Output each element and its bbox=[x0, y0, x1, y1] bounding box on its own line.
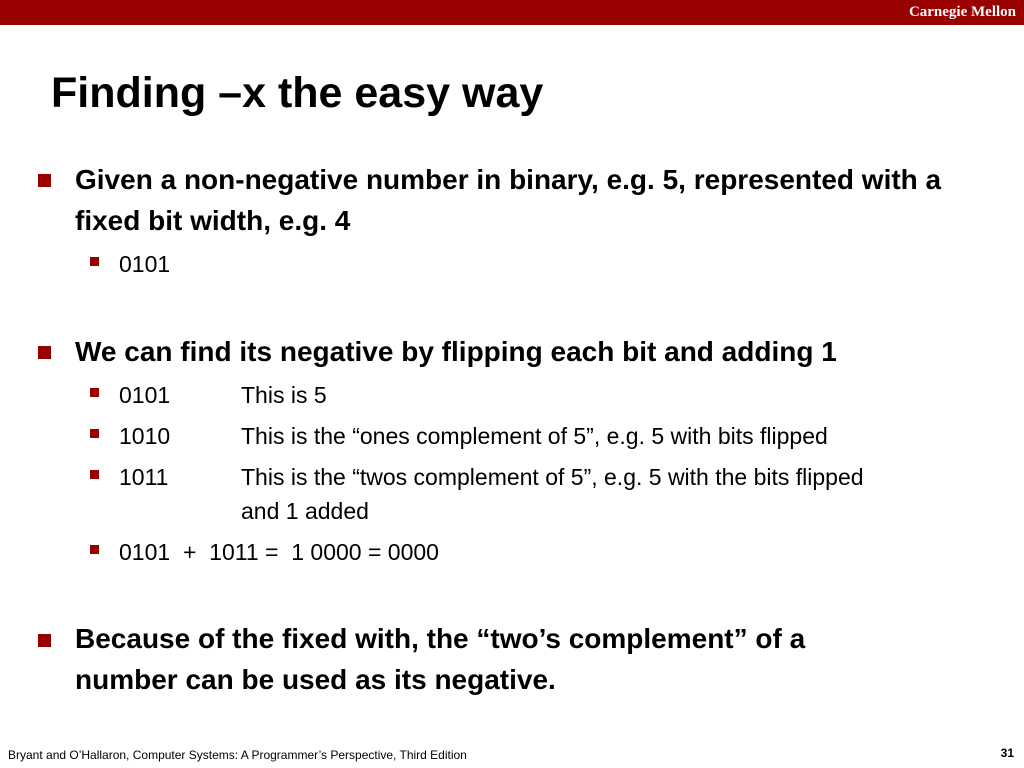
binary-value: 1011 bbox=[119, 464, 169, 490]
binary-value: 1010 bbox=[119, 423, 171, 449]
header-bar bbox=[0, 0, 1024, 25]
bullet-square-icon bbox=[38, 634, 51, 647]
slide-title: Finding –x the easy way bbox=[51, 69, 544, 117]
binary-value: 0101 bbox=[119, 382, 171, 408]
binary-description: This is the “twos complement of 5”, e.g. 5 with the bits flipped and 1 added bbox=[241, 464, 864, 524]
sub-bullet-square-icon bbox=[90, 429, 99, 438]
bullet-text: Given a non-negative number in binary, e.g. 5, represented with a fixed bit width, e.g. 4 bbox=[75, 164, 942, 236]
brand-name: Carnegie Mellon bbox=[908, 4, 1016, 20]
binary-addition: 0101 + 1011 = 1 0000 = 0000 bbox=[119, 539, 439, 565]
bullet-square-icon bbox=[38, 174, 51, 187]
bullet-text: We can find its negative by flipping each bit and adding 1 bbox=[75, 336, 837, 367]
sub-bullet-square-icon bbox=[90, 545, 99, 554]
sub-bullet-square-icon bbox=[90, 257, 99, 266]
footer-citation: Bryant and O’Hallaron, Computer Systems: A Programmer’s Perspective, Third Edition bbox=[8, 748, 467, 762]
sub-bullet-text: 0101 bbox=[119, 251, 171, 277]
sub-bullet-square-icon bbox=[90, 470, 99, 479]
binary-description: This is the “ones complement of 5”, e.g. 5 with bits flipped bbox=[241, 423, 828, 449]
sub-bullet-square-icon bbox=[90, 388, 99, 397]
bullet-text: Because of the fixed with, the “two’s complement” of a number can be used as its negative. bbox=[75, 623, 806, 695]
binary-description: This is 5 bbox=[241, 382, 327, 408]
bullet-square-icon bbox=[38, 346, 51, 359]
page-number: 31 bbox=[1000, 746, 1014, 760]
